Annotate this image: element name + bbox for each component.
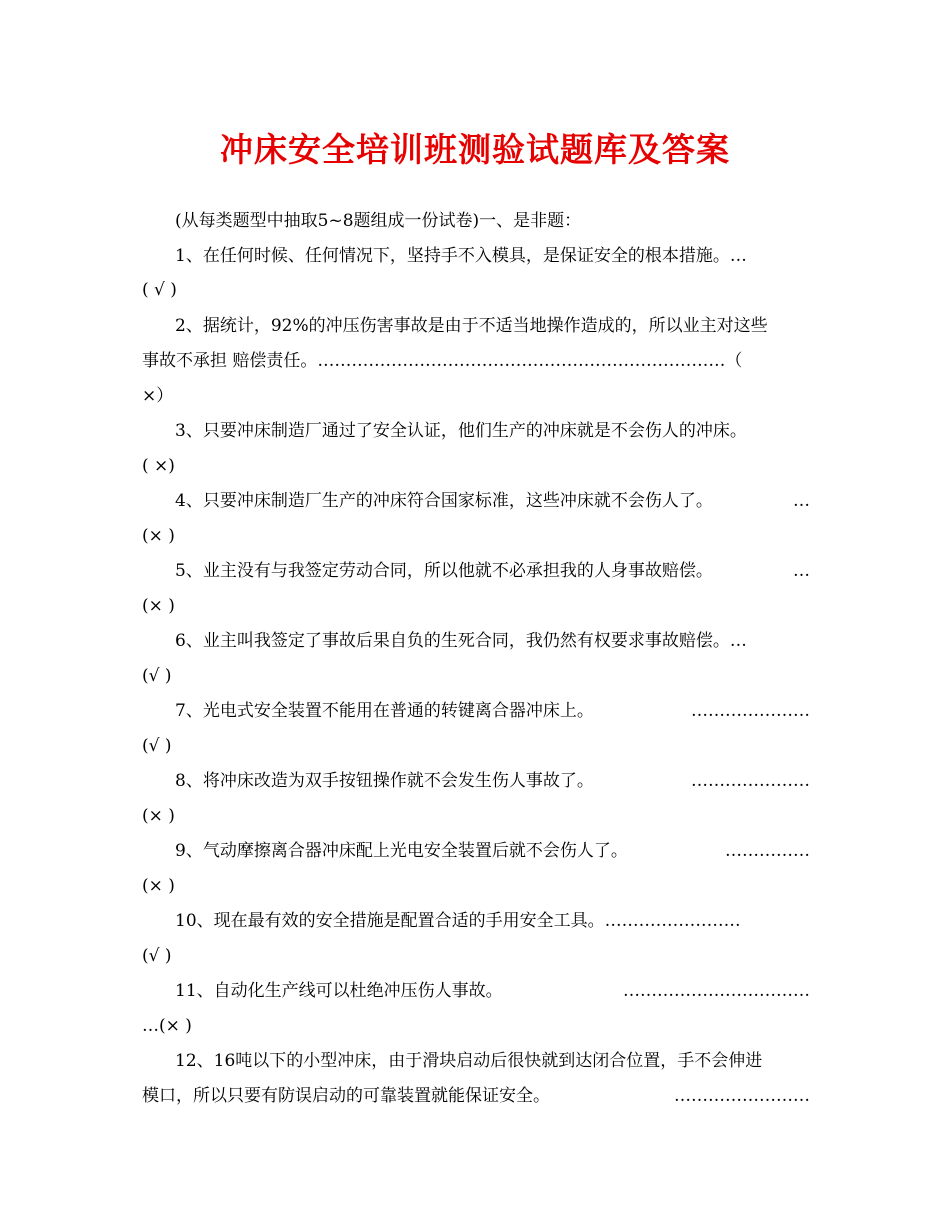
question-11-row xyxy=(142,978,810,1004)
answer-5: (× ) xyxy=(142,596,175,616)
answer-10: (√ ) xyxy=(142,946,172,966)
answer-9: (× ) xyxy=(142,876,175,896)
document-title: 冲床安全培训班测验试题库及答案 xyxy=(220,130,730,169)
question-9-row xyxy=(142,838,810,864)
question-12-cont: 模口，所以只要有防误启动的可靠装置就能保证安全。 xyxy=(142,1086,550,1106)
section-intro: (从每类题型中抽取5~8题组成一份试卷)一、是非题： xyxy=(175,211,582,231)
answer-6: (√ ) xyxy=(142,666,172,686)
question-12-cont-row xyxy=(142,1083,810,1109)
answer-2: ×） xyxy=(142,386,174,406)
answer-8: (× ) xyxy=(142,806,175,826)
question-12: 12、16吨以下的小型冲床，由于滑块启动后很快就到达闭合位置，手不会伸进 xyxy=(175,1051,763,1071)
question-10: 10、现在最有效的安全措施是配置合适的手用安全工具。…………………… xyxy=(175,911,741,931)
question-1: 1、在任何时候、任何情况下，坚持手不入模具，是保证安全的根本措施。… xyxy=(175,246,747,266)
question-3: 3、只要冲床制造厂通过了安全认证，他们生产的冲床就是不会伤人的冲床。 xyxy=(175,421,747,441)
answer-3: ( ×) xyxy=(142,456,175,476)
question-4-dots: … xyxy=(793,491,810,511)
question-8-dots: ………………… xyxy=(691,771,810,791)
answer-1: ( √ ) xyxy=(142,280,177,300)
question-7-row xyxy=(142,698,810,724)
question-8-row xyxy=(142,768,810,794)
answer-11: …(× ) xyxy=(142,1016,192,1036)
question-11: 11、自动化生产线可以杜绝冲压伤人事故。 xyxy=(175,981,503,1001)
question-4-row xyxy=(142,488,810,514)
question-2: 2、据统计，92%的冲压伤害事故是由于不适当地操作造成的，所以业主对这些 xyxy=(175,316,768,336)
answer-7: (√ ) xyxy=(142,736,172,756)
question-5-dots: … xyxy=(793,561,810,581)
question-12-dots: …………………… xyxy=(674,1086,810,1106)
question-4: 4、只要冲床制造厂生产的冲床符合国家标准，这些冲床就不会伤人了。 xyxy=(175,491,713,511)
question-7-dots: ………………… xyxy=(691,701,810,721)
question-5-row xyxy=(142,558,810,584)
question-2-cont: 事故不承担 赔偿责任。………………………………………………………………（ xyxy=(142,351,743,371)
question-5: 5、业主没有与我签定劳动合同，所以他就不必承担我的人身事故赔偿。 xyxy=(175,561,713,581)
question-11-dots: …………………………… xyxy=(623,981,810,1001)
answer-4: (× ) xyxy=(142,526,175,546)
question-6: 6、业主叫我签定了事故后果自负的生死合同，我仍然有权要求事故赔偿。… xyxy=(175,631,747,651)
question-8: 8、将冲床改造为双手按钮操作就不会发生伤人事故了。 xyxy=(175,771,594,791)
question-9: 9、气动摩擦离合器冲床配上光电安全装置后就不会伤人了。 xyxy=(175,841,628,861)
question-9-dots: …………… xyxy=(725,841,810,861)
question-7: 7、光电式安全装置不能用在普通的转键离合器冲床上。 xyxy=(175,701,594,721)
